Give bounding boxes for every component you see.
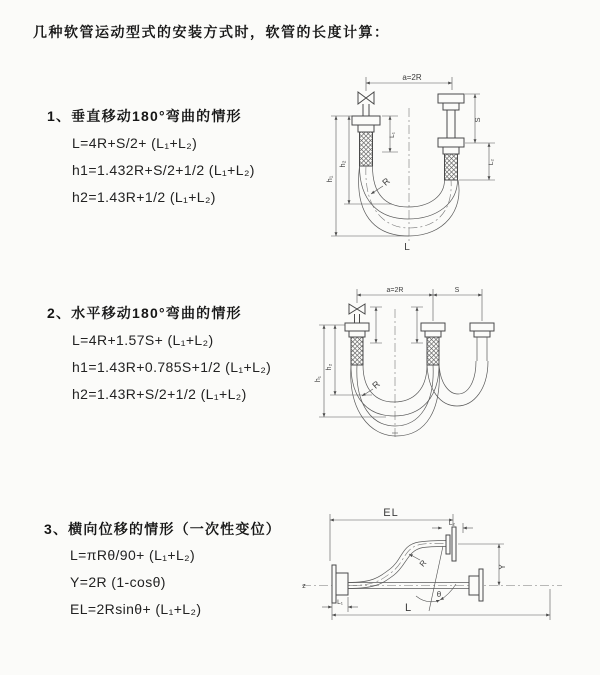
dim-label-h1: h₁ — [315, 375, 322, 383]
section-3-formula-EL: EL=2Rsinθ+ (L₁+L₂) — [70, 601, 202, 617]
left-pipe-fitting — [352, 104, 380, 166]
dim-label-y: Y — [498, 564, 507, 570]
braid-hatch — [351, 337, 363, 365]
dimension-lines — [331, 77, 495, 236]
dimension-lines — [322, 514, 550, 620]
section-2-formula-h2: h2=1.43R+S/2+1/2 (L₁+L₂) — [72, 386, 247, 402]
diagram-vertical-180-bend — [312, 64, 590, 260]
dim-label-h2: h₂ — [326, 363, 333, 371]
left-flange — [332, 565, 348, 603]
valve-icon — [349, 304, 365, 314]
braid-hatch — [360, 132, 373, 166]
section-1-heading: 1、垂直移动180°弯曲的情形 — [47, 108, 242, 124]
dim-label-h2: h₂ — [338, 160, 347, 168]
page-title: 几种软管运动型式的安装方式时，软管的长度计算： — [33, 24, 390, 40]
displaced-hose-s-curve — [348, 541, 446, 589]
braid-hatch — [445, 154, 458, 180]
valve-icon — [358, 92, 374, 104]
top-flange-displaced — [446, 527, 456, 561]
dim-label-el: EL — [383, 507, 399, 519]
section-2-formula-L: L=4R+1.57S+ (L₁+L₂) — [72, 332, 214, 348]
middle-pipe-fitting — [421, 323, 445, 365]
dim-label-width: a=2R — [402, 73, 422, 82]
hose-u-bend — [351, 361, 488, 436]
dim-label-s: S — [473, 117, 482, 123]
dim-label-l1: L₁ — [389, 132, 396, 138]
length-label: L — [404, 602, 412, 614]
radius-label: R — [417, 558, 429, 569]
dimension-lines — [319, 289, 482, 417]
section-3-formula-Y: Y=2R (1-cosθ) — [70, 574, 166, 590]
radius-label: R — [380, 175, 392, 188]
right-pipe-fitting — [438, 94, 464, 180]
section-2-formula-h1: h1=1.43R+0.785S+1/2 (L₁+L₂) — [72, 359, 272, 375]
left-pipe-fitting — [345, 314, 369, 365]
dim-label-l1: L₁ — [337, 599, 343, 606]
right-pipe-fitting-shifted — [470, 323, 494, 361]
section-3-formula-L: L=πRθ/90+ (L₁+L₂) — [70, 547, 196, 563]
dim-label-l2: L₂ — [488, 158, 495, 166]
length-label: L — [404, 242, 410, 253]
dim-label-h1: h₁ — [325, 175, 334, 183]
dim-label-width: a=2R — [386, 287, 404, 294]
section-2-heading: 2、水平移动180°弯曲的情形 — [47, 305, 242, 321]
section-1-formula-L: L=4R+S/2+ (L₁+L₂) — [72, 135, 198, 151]
diagram-horizontal-180-bend — [310, 281, 598, 463]
right-flange — [469, 569, 483, 601]
dim-label-s: S — [454, 287, 460, 294]
angle-label: θ — [436, 590, 442, 599]
dim-label-l2: L₂ — [448, 520, 456, 527]
radius-label: R — [370, 378, 382, 391]
axis-mark-label: z — [302, 583, 306, 590]
section-1-formula-h1: h1=1.432R+S/2+1/2 (L₁+L₂) — [72, 162, 255, 178]
section-1-formula-h2: h2=1.43R+1/2 (L₁+L₂) — [72, 189, 216, 205]
braid-hatch — [427, 337, 439, 365]
diagram-lateral-displacement — [296, 497, 598, 657]
section-3-heading: 3、横向位移的情形（一次性变位） — [44, 521, 281, 537]
